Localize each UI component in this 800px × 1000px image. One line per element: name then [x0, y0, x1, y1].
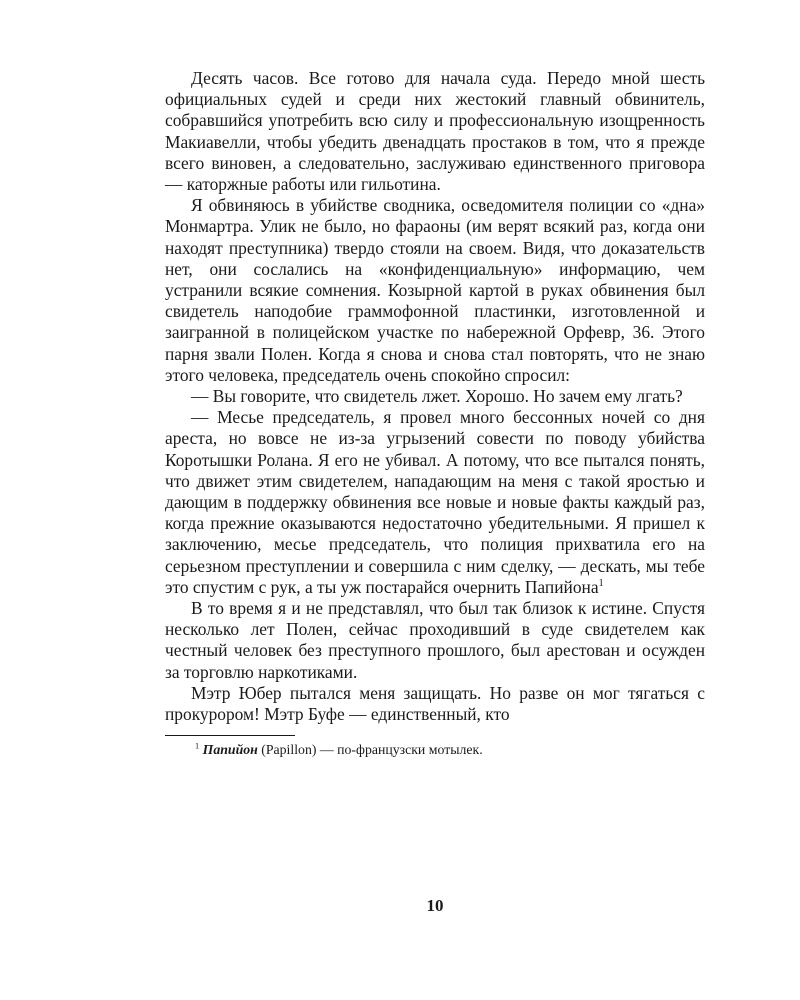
paragraph-5: В то время я и не представлял, что был так близок к истине. Спустя несколько лет Полен, сейчас проходивший в суде свидетелем как честный человек без преступного прошлого, был арестован и осужден за торговлю наркотиками.	[165, 598, 705, 682]
book-page	[165, 68, 705, 915]
paragraph-3: — Вы говорите, что свидетель лжет. Хорошо. Но зачем ему лгать?	[191, 386, 683, 407]
footnote-text: (Papillon) — по-французски мотылек.	[257, 742, 483, 758]
paragraph-6: Мэтр Юбер пытался меня защищать. Но разве он мог тягаться с прокурором! Мэтр Буфе — единственный, кто	[165, 682, 705, 725]
paragraph-2: Я обвиняюсь в убийстве сводника, осведомителя полиции со «дна» Монмартра. Улик не было, но фараоны (им верят всякий раз, когда они находят преступника) твердо стояли на своем. Видя, что доказательств нет, они сослались на «конфиденциальную» информацию, чем устранили всякие сомнения. Козырной картой в руках обвинения был свидетель наподобие граммофонной пластинки, изготовленной и заигранной в полицейском участке по набережной Орфевр, 36. Этого парня звали Полен. Когда я снова и снова стал повторять, что не знаю этого человека, председатель очень спокойно спросил:	[165, 195, 705, 385]
paragraph-4	[165, 407, 705, 598]
footnote-number: 1	[195, 741, 200, 751]
body-text	[165, 68, 705, 725]
footnote	[195, 741, 705, 759]
page-number: 10	[426, 896, 444, 915]
footnote-reference: 1	[598, 578, 604, 590]
footnote-divider	[165, 735, 295, 736]
paragraph-4-text: — Месье председатель, я провел много бессонных ночей со дня ареста, но вовсе не из-за угрызений совести по поводу убийства Коротышки Ролана. Я его не убивал. А потому, что все пытался понять, что движет этим свидетелем, нападающим на меня с такой яростью и дающим в поддержку обвинения все новые и новые факты каждый раз, когда прежние оказываются недостаточно убедительными. Я пришел к заключению, месье председатель, что полиция прихватила его на серьезном преступлении и совершила с ним сделку, — дескать, мы тебе это спустим с рук, а ты уж постарайся очернить Папийона	[165, 407, 705, 597]
footnote-term: Папийон	[202, 742, 258, 758]
paragraph-1: Десять часов. Все готово для начала суда. Передо мной шесть официальных судей и среди них жестокий главный обвинитель, собравшийся употребить всю силу и профессиональную изощренность Макиавелли, чтобы убедить двенадцать простаков в том, что я прежде всего виновен, а следовательно, заслуживаю единственного приговора — каторжные работы или гильотина.	[165, 68, 705, 195]
